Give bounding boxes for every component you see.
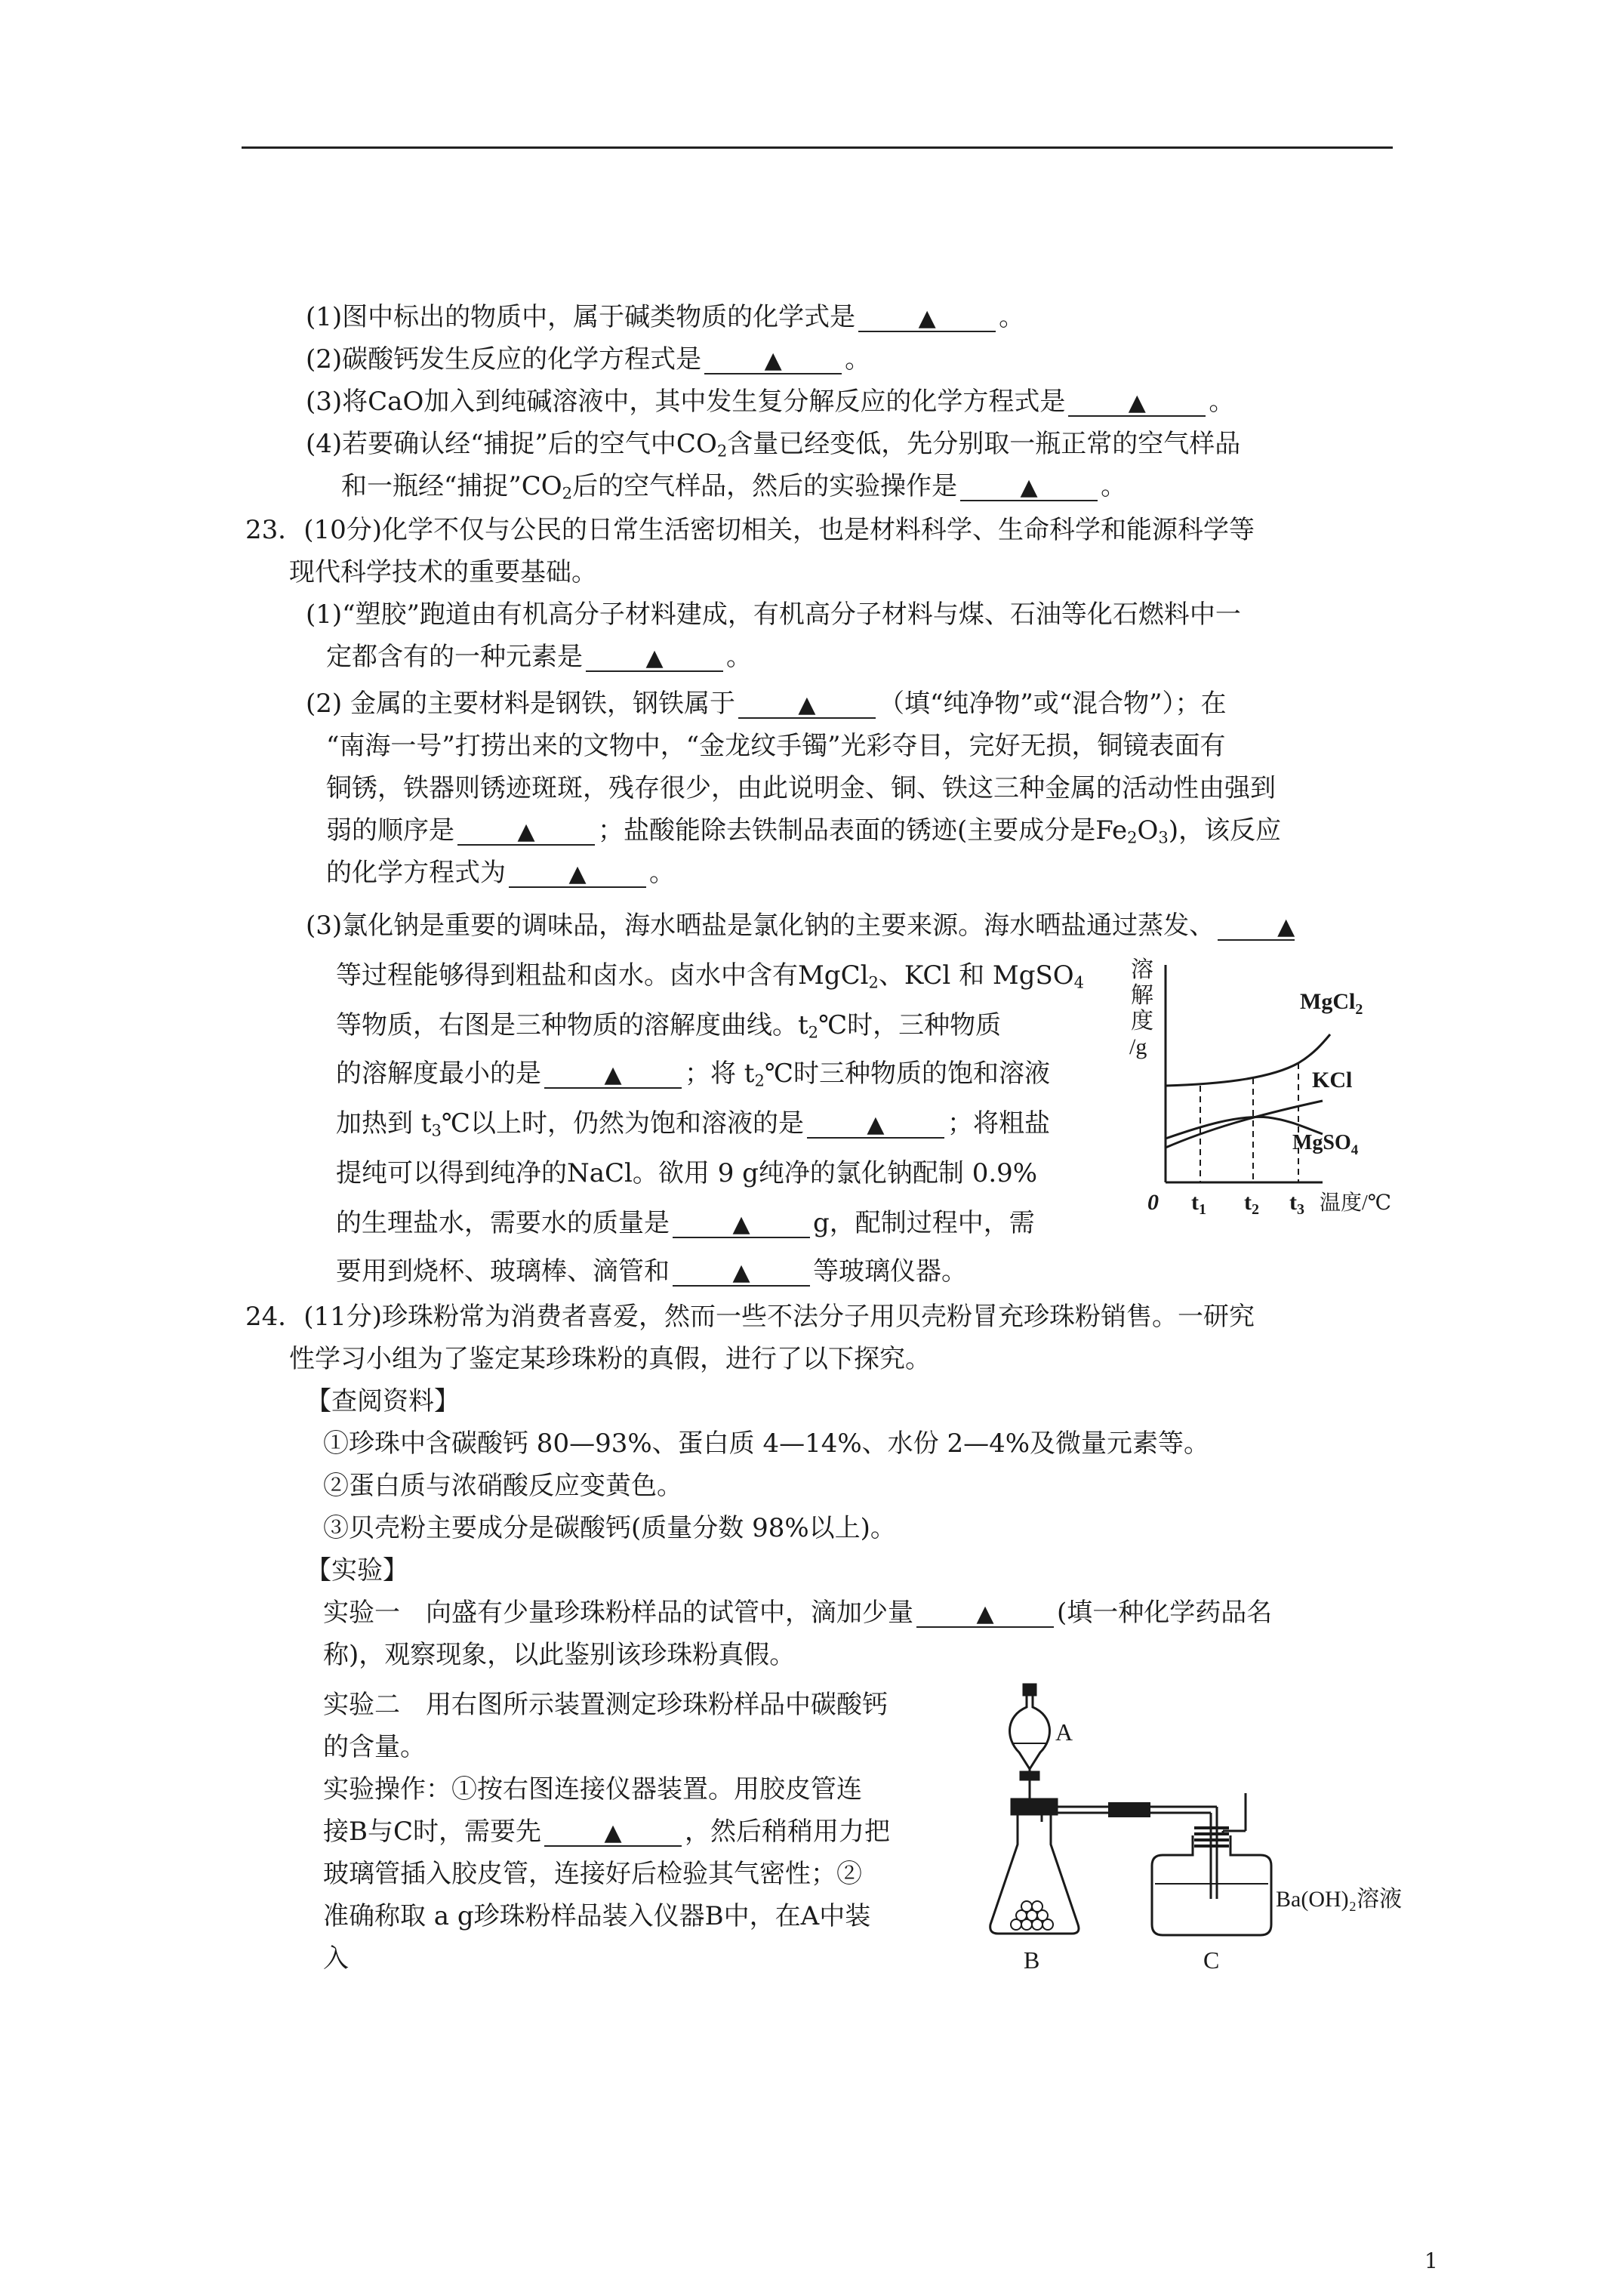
q23-part3-line8: 要用到烧杯、玻璃棒、滴管和 ▲ 等玻璃仪器。 xyxy=(336,1256,967,1287)
q24-exp1-line1: 实验一 向盛有少量珍珠粉样品的试管中，滴加少量 ▲ (填一种化学药品名 xyxy=(323,1598,1273,1628)
q23-part3-line3: 等物质，右图是三种物质的溶解度曲线。$t_2℃$时，三种物质 xyxy=(336,1010,1002,1042)
mgcl2-curve xyxy=(1166,1034,1330,1086)
y-axis-label-char: /g xyxy=(1129,1034,1147,1059)
mgso4-label: MgSO$_4$ xyxy=(1292,1131,1359,1158)
q24-reference-heading: 【查阅资料】 xyxy=(306,1386,460,1416)
answer-blank[interactable]: ▲ xyxy=(544,1060,682,1089)
answer-blank[interactable]: ▲ xyxy=(738,690,876,719)
q22-part2: (2)碳酸钙发生反应的化学方程式是 ▲ 。 xyxy=(306,344,871,374)
y-axis-label-char: 溶 xyxy=(1131,957,1153,982)
q24-exp2-line3: 实验操作：①按右图连接仪器装置。用胶皮管连 xyxy=(323,1774,862,1804)
q24-reference-item: ①珍珠中含碳酸钙 80—93%、蛋白质 4—14%、水份 2—4%及微量元素等。 xyxy=(323,1428,1210,1459)
q22-part4-line2: 和一瓶经“捕捉$”CO_2$后的空气样品，然后的实验操作是 ▲ 。 xyxy=(341,471,1127,503)
q23-stem-line1: 23．(10分)化学不仅与公民的日常生活密切相关，也是材料科学、生命科学和能源科学等 xyxy=(245,515,1255,545)
rubber-tube[interactable] xyxy=(1108,1802,1150,1817)
q24-reference-item: ③贝壳粉主要成分是碳酸钙(质量分数 98%以上)。 xyxy=(323,1513,896,1543)
q23-part1-line2: 定都含有的一种元素是 ▲ 。 xyxy=(326,642,752,672)
answer-blank[interactable]: ▲ xyxy=(673,1258,810,1287)
q22-part4-line1: (4)若要确认经“捕捉”后的空气中$CO_2$含量已经变低，先分别取一瓶正常的空气样品 xyxy=(306,429,1241,461)
answer-blank[interactable]: ▲ xyxy=(704,346,842,374)
q23-stem-line2: 现代科学技术的重要基础。 xyxy=(289,557,597,587)
q24-exp2-line4: 接B与C时，需要先 ▲ ，然后稍稍用力把 xyxy=(323,1817,890,1847)
page-number: 1 xyxy=(1424,2248,1438,2273)
q23-part2-line4: 弱的顺序是 ▲ ；盐酸能除去铁制品表面的锈迹(主要成分是$Fe_2O_3$)，该反应 xyxy=(326,815,1282,847)
q24-experiment-heading: 【实验】 xyxy=(306,1555,408,1586)
answer-blank[interactable]: ▲ xyxy=(1218,912,1295,941)
answer-blank[interactable]: ▲ xyxy=(960,473,1098,501)
x-tick-label: $t_3$ xyxy=(1289,1190,1304,1218)
pearl-powder-sample xyxy=(1011,1901,1053,1930)
y-axis-label-char: 解 xyxy=(1131,983,1153,1008)
q23-part3-line6: 提纯可以得到纯净的NaCl。欲用 9 g纯净的氯化钠配制 0.9% xyxy=(336,1158,1038,1188)
q23-part3-line1: (3)氯化钠是重要的调味品，海水晒盐是氯化钠的主要来源。海水晒盐通过蒸发、 ▲ xyxy=(306,911,1295,941)
mgcl2-label: MgCl$_2$ xyxy=(1300,989,1363,1018)
label-c: C xyxy=(1203,1946,1220,1974)
header-rule xyxy=(242,146,1393,149)
x-axis-label: 温度/℃ xyxy=(1320,1191,1392,1215)
q22-part3: (3)将CaO加入到纯碱溶液中，其中发生复分解反应的化学方程式是 ▲ 。 xyxy=(306,387,1235,417)
q23-part2-line5: 的化学方程式为 ▲ 。 xyxy=(326,858,675,888)
q24-stem-line2: 性学习小组为了鉴定某珍珠粉的真假，进行了以下探究。 xyxy=(289,1344,931,1374)
answer-blank[interactable]: ▲ xyxy=(858,304,996,332)
answer-blank[interactable]: ▲ xyxy=(1068,388,1206,417)
answer-blank[interactable]: ▲ xyxy=(509,859,646,888)
q24-exp2-line6: 准确称取 a g珍珠粉样品装入仪器B中，在A中装 xyxy=(323,1901,871,1931)
label-solution: Ba(OH)₂溶液 xyxy=(1276,1887,1403,1912)
separatory-funnel-a xyxy=(1010,1684,1050,1801)
q23-part3-line7: 的生理盐水，需要水的质量是 ▲ g，配制过程中，需 xyxy=(336,1208,1035,1238)
answer-blank[interactable]: ▲ xyxy=(916,1599,1054,1628)
x-tick-label: $t_1$ xyxy=(1191,1190,1206,1218)
q24-stem-line1: 24．(11分)珍珠粉常为消费者喜爱，然而一些不法分子用贝壳粉冒充珍珠粉销售。一研究 xyxy=(245,1302,1255,1332)
y-axis-label-char: 度 xyxy=(1131,1009,1153,1034)
q24-reference-item: ②蛋白质与浓硝酸反应变黄色。 xyxy=(323,1471,682,1501)
q24-exp2-line2: 的含量。 xyxy=(323,1732,426,1762)
q23-part2-line1: (2) 金属的主要材料是钢铁，钢铁属于 ▲ （填“纯净物”或“混合物”）；在 xyxy=(306,689,1227,719)
answer-blank[interactable]: ▲ xyxy=(586,643,723,672)
origin-label: 0 xyxy=(1147,1190,1159,1215)
flask-b xyxy=(990,1799,1108,1934)
q24-exp1-line2: 称)，观察现象，以此鉴别该珍珠粉真假。 xyxy=(323,1640,796,1670)
q24-exp2-line1: 实验二 用右图所示装置测定珍珠粉样品中碳酸钙 xyxy=(323,1690,888,1720)
q23-part3-line5: 加热到 $t_3℃$以上时，仍然为饱和溶液的是 ▲ ；将粗盐 xyxy=(336,1108,1050,1140)
q24-exp2-line5: 玻璃管插入胶皮管，连接好后检验其气密性；② xyxy=(323,1859,862,1889)
solubility-curve-figure xyxy=(1125,950,1412,1222)
q23-part3-line4: 的溶解度最小的是 ▲ ；将 $t_2℃$时三种物质的饱和溶液 xyxy=(336,1059,1050,1090)
q23-part2-line3: 铜锈，铁器则锈迹斑斑，残存很少，由此说明金、铜、铁这三种金属的活动性由强到 xyxy=(326,773,1276,803)
label-a: A xyxy=(1055,1718,1073,1746)
q24-exp2-line7: 入 xyxy=(323,1943,349,1974)
apparatus-figure xyxy=(974,1680,1404,1978)
label-b: B xyxy=(1024,1946,1040,1974)
answer-blank[interactable]: ▲ xyxy=(544,1818,682,1847)
q22-part1: (1)图中标出的物质中，属于碱类物质的化学式是 ▲ 。 xyxy=(306,302,1025,332)
q23-part1-line1: (1)“塑胶”跑道由有机高分子材料建成，有机高分子材料与煤、石油等化石燃料中一 xyxy=(306,599,1241,630)
answer-blank[interactable]: ▲ xyxy=(807,1110,944,1139)
x-tick-label: $t_2$ xyxy=(1244,1190,1259,1218)
delivery-tube xyxy=(1150,1807,1217,1899)
answer-blank[interactable]: ▲ xyxy=(457,817,595,846)
q23-part3-line2: 等过程能够得到粗盐和卤水。卤水中含有MgCl$_2$、KCl 和 MgSO$_4$ xyxy=(336,960,1085,992)
q23-part2-line2: “南海一号”打捞出来的文物中，“金龙纹手镯”光彩夺目，完好无损，铜镜表面有 xyxy=(326,731,1226,761)
answer-blank[interactable]: ▲ xyxy=(673,1210,810,1238)
kcl-label: KCl xyxy=(1312,1068,1353,1093)
